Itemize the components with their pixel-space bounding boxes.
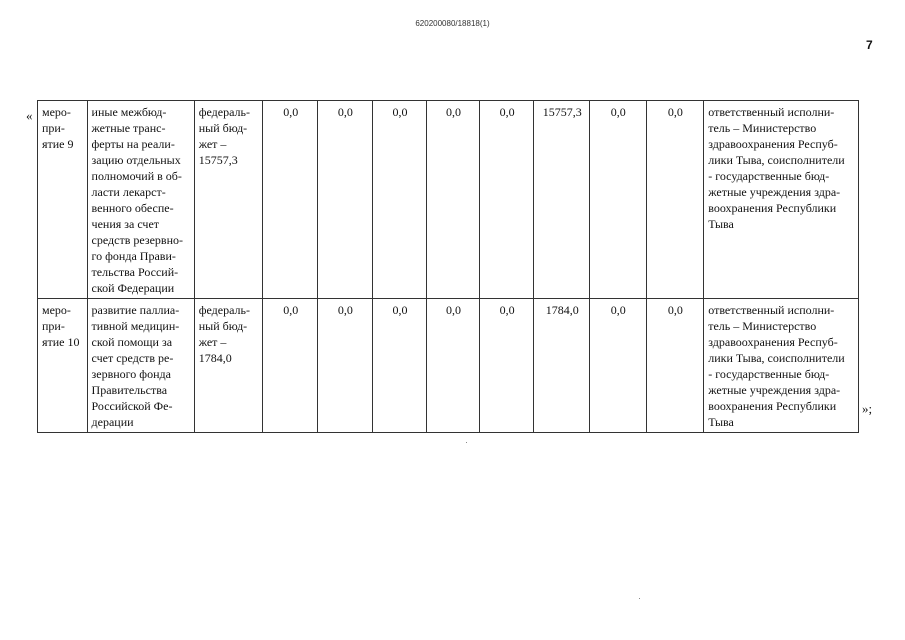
value-cell: 0,0 xyxy=(479,101,534,299)
activity-cell-line: меро- xyxy=(42,105,71,119)
value-cell: 0,0 xyxy=(646,299,704,433)
value-cell: 0,0 xyxy=(427,101,480,299)
description-cell xyxy=(87,101,194,299)
description-cell-line: средств резервно- xyxy=(91,233,183,247)
description-cell-line: ласти лекарст- xyxy=(91,185,166,199)
funding-source-cell-line: 15757,3 xyxy=(198,153,238,167)
activity-cell xyxy=(38,299,88,433)
description-cell-line: развитие паллиа- xyxy=(91,303,180,317)
responsible-cell-line: жетные учреждения здра- xyxy=(708,383,841,397)
value-cell: 0,0 xyxy=(590,299,647,433)
description-cell-line: зервного фонда xyxy=(91,367,171,381)
activity-cell-line: при- xyxy=(42,319,65,333)
responsible-cell-line: - государственные бюд- xyxy=(708,169,830,183)
value-cell: 0,0 xyxy=(263,101,318,299)
value-cell: 0,0 xyxy=(372,299,427,433)
table-row xyxy=(38,101,859,299)
funding-source-cell-line: жет – xyxy=(198,335,227,349)
table-body xyxy=(38,101,859,433)
value-cell: 0,0 xyxy=(427,299,480,433)
budget-table xyxy=(37,100,859,433)
value-cell: 0,0 xyxy=(479,299,534,433)
activity-cell-line: меро- xyxy=(42,303,71,317)
funding-source-cell-line: федераль- xyxy=(198,105,250,119)
value-cell: 0,0 xyxy=(590,101,647,299)
responsible-cell-line: воохранения Республики xyxy=(708,201,837,215)
responsible-cell-line: лики Тыва, соисполнители xyxy=(708,153,845,167)
funding-source-cell-line: ный бюд- xyxy=(198,319,248,333)
description-cell-line: ской Федерации xyxy=(91,281,175,295)
funding-source-cell-line: 1784,0 xyxy=(198,351,232,365)
scan-speck xyxy=(639,598,640,599)
description-cell-line: счет средств ре- xyxy=(91,351,174,365)
funding-source-cell xyxy=(194,101,263,299)
responsible-cell-line: ответственный исполни- xyxy=(708,303,835,317)
responsible-cell-line: Тыва xyxy=(708,415,734,429)
description-cell-line: Правительства xyxy=(91,383,168,397)
description-cell-line: полномочий в об- xyxy=(91,169,182,183)
responsible-cell-line: здравоохранения Респуб- xyxy=(708,335,838,349)
value-cell: 0,0 xyxy=(646,101,704,299)
responsible-cell-line: Тыва xyxy=(708,217,734,231)
description-cell-line: дерации xyxy=(91,415,134,429)
responsible-cell-line: - государственные бюд- xyxy=(708,367,830,381)
responsible-cell-line: воохранения Республики xyxy=(708,399,837,413)
activity-cell-line: ятие 10 xyxy=(42,335,80,349)
activity-cell xyxy=(38,101,88,299)
responsible-cell-line: тель – Министерство xyxy=(708,319,817,333)
activity-cell-line: при- xyxy=(42,121,65,135)
responsible-cell-line: ответственный исполни- xyxy=(708,105,835,119)
description-cell-line: тивной медицин- xyxy=(91,319,180,333)
description-cell-line: го фонда Прави- xyxy=(91,249,176,263)
closing-quote: »; xyxy=(862,401,873,416)
description-cell-line: венного обеспе- xyxy=(91,201,174,215)
responsible-cell-line: здравоохранения Респуб- xyxy=(708,137,838,151)
value-cell: 0,0 xyxy=(263,299,318,433)
responsible-cell-line: лики Тыва, соисполнители xyxy=(708,351,845,365)
description-cell-line: иные межбюд- xyxy=(91,105,167,119)
value-cell: 0,0 xyxy=(318,299,373,433)
description-cell-line: ферты на реали- xyxy=(91,137,175,151)
responsible-cell xyxy=(704,299,859,433)
value-cell: 1784,0 xyxy=(534,299,590,433)
description-cell-line: чения за счет xyxy=(91,217,160,231)
description-cell-line: жетные транс- xyxy=(91,121,166,135)
funding-source-cell xyxy=(194,299,263,433)
responsible-cell xyxy=(704,101,859,299)
description-cell-line: зацию отдельных xyxy=(91,153,181,167)
value-cell: 0,0 xyxy=(318,101,373,299)
description-cell-line: Российской Фе- xyxy=(91,399,173,413)
description-cell-line: ской помощи за xyxy=(91,335,173,349)
activity-cell-line: ятие 9 xyxy=(42,137,74,151)
table-row xyxy=(38,299,859,433)
value-cell: 15757,3 xyxy=(534,101,590,299)
funding-source-cell-line: федераль- xyxy=(198,303,250,317)
opening-quote: « xyxy=(26,108,33,123)
funding-source-cell-line: жет – xyxy=(198,137,227,151)
value-cell: 0,0 xyxy=(372,101,427,299)
page-number: 7 xyxy=(866,38,873,52)
description-cell xyxy=(87,299,194,433)
document-code: 620200080/18818(1) xyxy=(415,19,490,28)
responsible-cell-line: жетные учреждения здра- xyxy=(708,185,841,199)
funding-source-cell-line: ный бюд- xyxy=(198,121,248,135)
scan-speck xyxy=(466,442,467,443)
description-cell-line: тельства Россий- xyxy=(91,265,179,279)
responsible-cell-line: тель – Министерство xyxy=(708,121,817,135)
